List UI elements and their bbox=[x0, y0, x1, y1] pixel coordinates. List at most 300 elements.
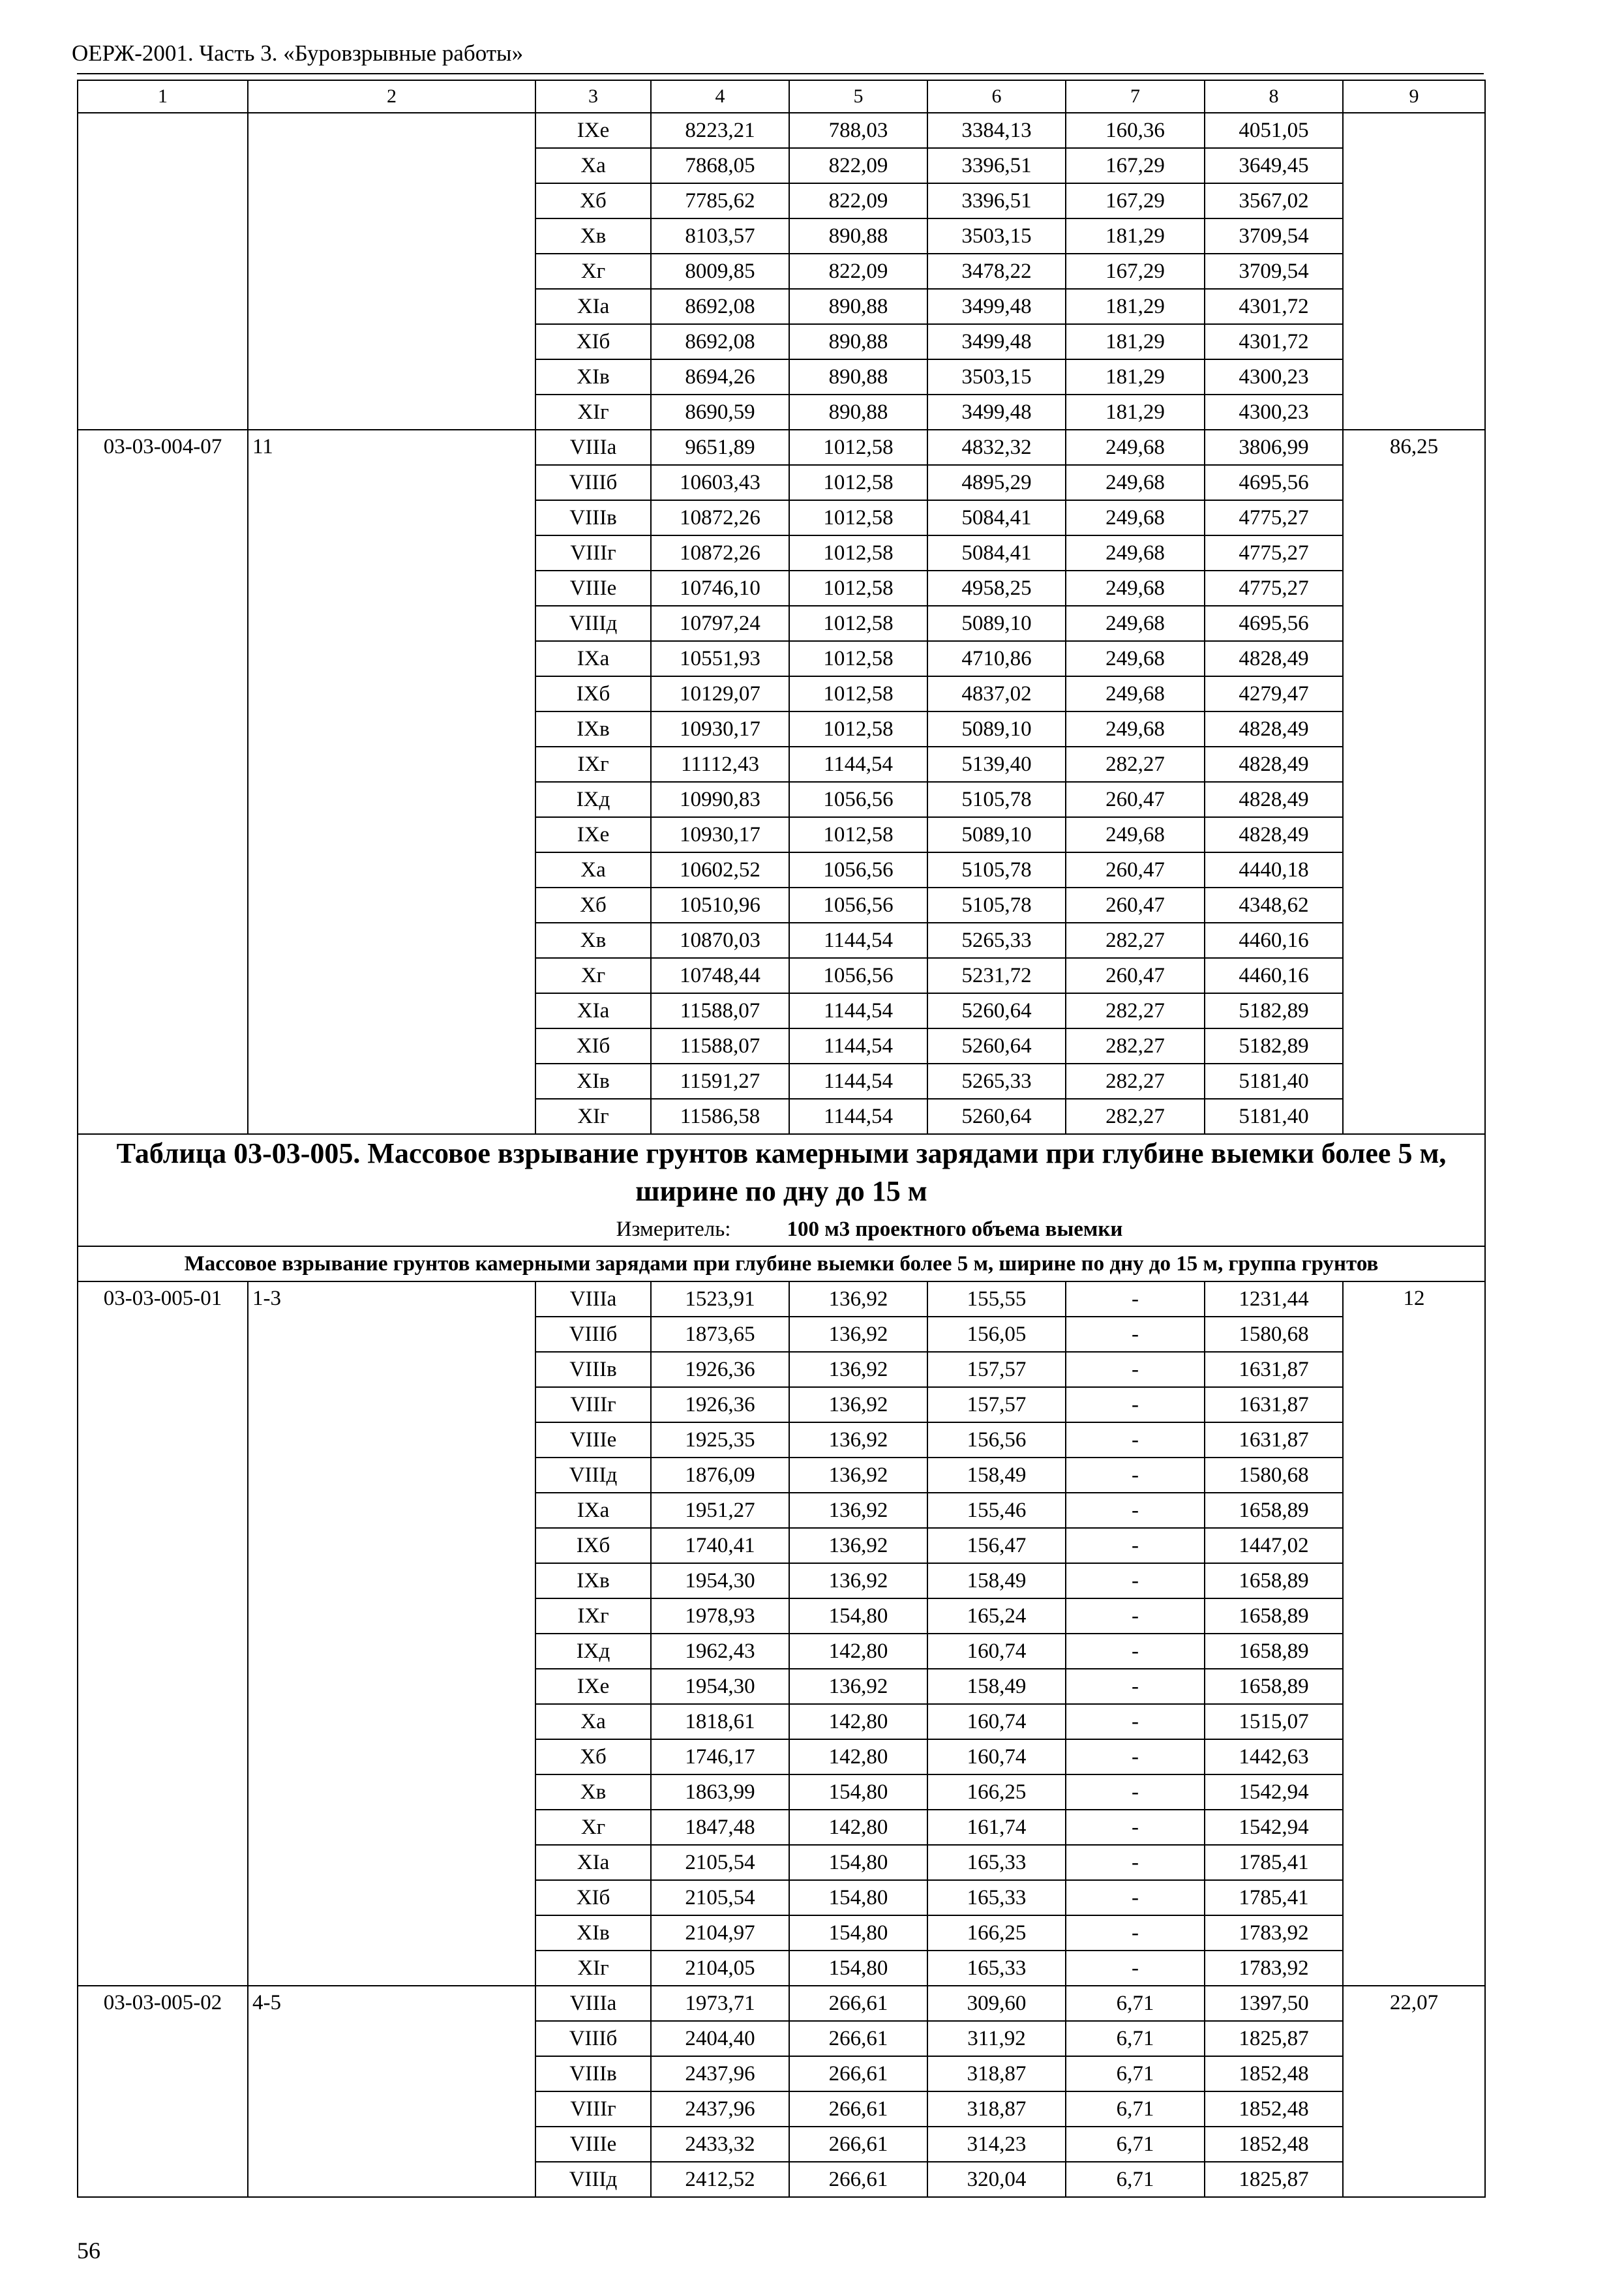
table-row bbox=[78, 430, 1485, 465]
value-cell: 1442,63 bbox=[1205, 1739, 1343, 1774]
value-cell: 4775,27 bbox=[1205, 500, 1343, 535]
value-cell: 5265,33 bbox=[927, 923, 1066, 958]
value-cell: 1012,58 bbox=[789, 500, 927, 535]
value-cell: 1926,36 bbox=[651, 1387, 789, 1422]
value-cell: 6,71 bbox=[1066, 2091, 1205, 2127]
value-cell: 1951,27 bbox=[651, 1493, 789, 1528]
value-cell: 318,87 bbox=[927, 2091, 1066, 2127]
value-cell: 1056,56 bbox=[789, 782, 927, 817]
value-cell: 260,47 bbox=[1066, 782, 1205, 817]
table-row bbox=[78, 113, 1485, 148]
value-cell: 160,74 bbox=[927, 1634, 1066, 1669]
value-cell: 1397,50 bbox=[1205, 1986, 1343, 2021]
value-cell: 3396,51 bbox=[927, 148, 1066, 183]
rock-category-cell: IXг bbox=[535, 1598, 651, 1634]
column-9-cell bbox=[1343, 113, 1485, 430]
value-cell: 1876,09 bbox=[651, 1458, 789, 1493]
value-cell: 822,09 bbox=[789, 183, 927, 218]
value-cell: 5260,64 bbox=[927, 1099, 1066, 1134]
value-cell: 136,92 bbox=[789, 1528, 927, 1563]
value-cell: - bbox=[1066, 1352, 1205, 1387]
value-cell: 8690,59 bbox=[651, 395, 789, 430]
rock-category-cell: VIIIе bbox=[535, 2127, 651, 2162]
value-cell: 165,33 bbox=[927, 1951, 1066, 1986]
value-cell: 249,68 bbox=[1066, 711, 1205, 747]
table-row bbox=[78, 1986, 1485, 2021]
value-cell: 2412,52 bbox=[651, 2162, 789, 2197]
value-cell: 165,33 bbox=[927, 1880, 1066, 1915]
value-cell: 3649,45 bbox=[1205, 148, 1343, 183]
value-cell: 181,29 bbox=[1066, 395, 1205, 430]
value-cell: 2437,96 bbox=[651, 2056, 789, 2091]
rock-category-cell: XIа bbox=[535, 1845, 651, 1880]
value-cell: 1873,65 bbox=[651, 1317, 789, 1352]
value-cell: 11112,43 bbox=[651, 747, 789, 782]
value-cell: 320,04 bbox=[927, 2162, 1066, 2197]
value-cell: 1056,56 bbox=[789, 852, 927, 888]
value-cell: 8223,21 bbox=[651, 113, 789, 148]
value-cell: 5084,41 bbox=[927, 535, 1066, 571]
value-cell: 156,47 bbox=[927, 1528, 1066, 1563]
value-cell: 136,92 bbox=[789, 1281, 927, 1317]
value-cell: 4348,62 bbox=[1205, 888, 1343, 923]
rock-category-cell: IXа bbox=[535, 641, 651, 676]
value-cell: - bbox=[1066, 1880, 1205, 1915]
value-cell: 2404,40 bbox=[651, 2021, 789, 2056]
rock-category-cell: VIIIе bbox=[535, 571, 651, 606]
rock-category-cell: XIв bbox=[535, 1915, 651, 1951]
value-cell: - bbox=[1066, 1704, 1205, 1739]
value-cell: 1658,89 bbox=[1205, 1669, 1343, 1704]
value-cell: 142,80 bbox=[789, 1739, 927, 1774]
value-cell: - bbox=[1066, 1528, 1205, 1563]
value-cell: 1631,87 bbox=[1205, 1352, 1343, 1387]
value-cell: 5181,40 bbox=[1205, 1064, 1343, 1099]
rock-category-cell: XIв bbox=[535, 1064, 651, 1099]
rock-category-cell: IXв bbox=[535, 711, 651, 747]
column-9-cell: 22,07 bbox=[1343, 1986, 1485, 2197]
value-cell: - bbox=[1066, 1915, 1205, 1951]
value-cell: 311,92 bbox=[927, 2021, 1066, 2056]
value-cell: 156,05 bbox=[927, 1317, 1066, 1352]
value-cell: 3567,02 bbox=[1205, 183, 1343, 218]
rates-table bbox=[77, 80, 1486, 2198]
value-cell: 1144,54 bbox=[789, 923, 927, 958]
value-cell: 1012,58 bbox=[789, 711, 927, 747]
value-cell: 2104,97 bbox=[651, 1915, 789, 1951]
rock-category-cell: Xг bbox=[535, 254, 651, 289]
table-005-heading bbox=[78, 1134, 1485, 1281]
value-cell: 1746,17 bbox=[651, 1739, 789, 1774]
value-cell: 249,68 bbox=[1066, 676, 1205, 711]
value-cell: 166,25 bbox=[927, 1915, 1066, 1951]
value-cell: 7785,62 bbox=[651, 183, 789, 218]
value-cell: 10872,26 bbox=[651, 535, 789, 571]
value-cell: 158,49 bbox=[927, 1458, 1066, 1493]
column-number: 5 bbox=[789, 80, 927, 113]
value-cell: 1852,48 bbox=[1205, 2091, 1343, 2127]
value-cell: 157,57 bbox=[927, 1387, 1066, 1422]
value-cell: 4895,29 bbox=[927, 465, 1066, 500]
value-cell: 1542,94 bbox=[1205, 1774, 1343, 1810]
rock-category-cell: VIIIе bbox=[535, 1422, 651, 1458]
value-cell: 4837,02 bbox=[927, 676, 1066, 711]
value-cell: 1978,93 bbox=[651, 1598, 789, 1634]
value-cell: - bbox=[1066, 1422, 1205, 1458]
value-cell: 5089,10 bbox=[927, 711, 1066, 747]
value-cell: 10990,83 bbox=[651, 782, 789, 817]
value-cell: 160,74 bbox=[927, 1739, 1066, 1774]
value-cell: 1580,68 bbox=[1205, 1317, 1343, 1352]
value-cell: 11586,58 bbox=[651, 1099, 789, 1134]
column-number: 9 bbox=[1343, 80, 1485, 113]
value-cell: 165,24 bbox=[927, 1598, 1066, 1634]
value-cell: 142,80 bbox=[789, 1704, 927, 1739]
value-cell: 260,47 bbox=[1066, 852, 1205, 888]
value-cell: 4695,56 bbox=[1205, 465, 1343, 500]
value-cell: 4775,27 bbox=[1205, 571, 1343, 606]
value-cell: 2105,54 bbox=[651, 1845, 789, 1880]
value-cell: 136,92 bbox=[789, 1458, 927, 1493]
value-cell: 166,25 bbox=[927, 1774, 1066, 1810]
value-cell: 10748,44 bbox=[651, 958, 789, 993]
rock-category-cell: VIIIв bbox=[535, 1352, 651, 1387]
rock-category-cell: VIIIа bbox=[535, 1986, 651, 2021]
value-cell: 11588,07 bbox=[651, 993, 789, 1028]
value-cell: 282,27 bbox=[1066, 1028, 1205, 1064]
rock-category-cell: Xг bbox=[535, 1810, 651, 1845]
value-cell: 4710,86 bbox=[927, 641, 1066, 676]
value-cell: 282,27 bbox=[1066, 747, 1205, 782]
value-cell: 249,68 bbox=[1066, 430, 1205, 465]
value-cell: 5181,40 bbox=[1205, 1099, 1343, 1134]
value-cell: 3499,48 bbox=[927, 289, 1066, 324]
value-cell: 249,68 bbox=[1066, 500, 1205, 535]
rock-category-cell: Xб bbox=[535, 183, 651, 218]
rock-category-cell: Xг bbox=[535, 958, 651, 993]
value-cell: 1863,99 bbox=[651, 1774, 789, 1810]
value-cell: 1954,30 bbox=[651, 1563, 789, 1598]
value-cell: 155,46 bbox=[927, 1493, 1066, 1528]
meter-label: Измеритель: bbox=[616, 1218, 731, 1241]
value-cell: 1231,44 bbox=[1205, 1281, 1343, 1317]
value-cell: 3499,48 bbox=[927, 324, 1066, 359]
value-cell: 155,55 bbox=[927, 1281, 1066, 1317]
rock-category-cell: IXб bbox=[535, 676, 651, 711]
value-cell: 3396,51 bbox=[927, 183, 1066, 218]
value-cell: 8009,85 bbox=[651, 254, 789, 289]
value-cell: 181,29 bbox=[1066, 289, 1205, 324]
value-cell: 8692,08 bbox=[651, 324, 789, 359]
rock-category-cell: VIIIв bbox=[535, 2056, 651, 2091]
value-cell: 161,74 bbox=[927, 1810, 1066, 1845]
rock-category-cell: Xв bbox=[535, 923, 651, 958]
value-cell: 890,88 bbox=[789, 218, 927, 254]
value-cell: 1012,58 bbox=[789, 430, 927, 465]
meter-line bbox=[82, 1213, 1481, 1246]
value-cell: 249,68 bbox=[1066, 571, 1205, 606]
table-005-title-cell bbox=[78, 1134, 1485, 1246]
value-cell: 1144,54 bbox=[789, 1028, 927, 1064]
rate-code-cell bbox=[78, 113, 248, 430]
value-cell: 1144,54 bbox=[789, 993, 927, 1028]
value-cell: 136,92 bbox=[789, 1493, 927, 1528]
value-cell: 1580,68 bbox=[1205, 1458, 1343, 1493]
value-cell: 822,09 bbox=[789, 254, 927, 289]
value-cell: 4828,49 bbox=[1205, 641, 1343, 676]
value-cell: 5139,40 bbox=[927, 747, 1066, 782]
value-cell: 4828,49 bbox=[1205, 747, 1343, 782]
value-cell: 1783,92 bbox=[1205, 1951, 1343, 1986]
value-cell: 282,27 bbox=[1066, 1099, 1205, 1134]
value-cell: 1012,58 bbox=[789, 465, 927, 500]
column-number: 6 bbox=[927, 80, 1066, 113]
value-cell: 1658,89 bbox=[1205, 1598, 1343, 1634]
rate-code-cell: 03-03-005-02 bbox=[78, 1986, 248, 2197]
value-cell: 142,80 bbox=[789, 1634, 927, 1669]
value-cell: 260,47 bbox=[1066, 958, 1205, 993]
value-cell: - bbox=[1066, 1387, 1205, 1422]
rock-category-cell: IXв bbox=[535, 1563, 651, 1598]
value-cell: 11588,07 bbox=[651, 1028, 789, 1064]
column-number-row bbox=[78, 80, 1485, 113]
value-cell: 1012,58 bbox=[789, 641, 927, 676]
rock-category-cell: VIIIг bbox=[535, 535, 651, 571]
rock-category-cell: IXа bbox=[535, 1493, 651, 1528]
value-cell: 2433,32 bbox=[651, 2127, 789, 2162]
value-cell: - bbox=[1066, 1739, 1205, 1774]
value-cell: 260,47 bbox=[1066, 888, 1205, 923]
value-cell: 6,71 bbox=[1066, 2127, 1205, 2162]
rock-category-cell: XIа bbox=[535, 993, 651, 1028]
rock-category-cell: VIIIд bbox=[535, 2162, 651, 2197]
rock-category-cell: XIг bbox=[535, 395, 651, 430]
value-cell: - bbox=[1066, 1281, 1205, 1317]
value-cell: 822,09 bbox=[789, 148, 927, 183]
value-cell: 167,29 bbox=[1066, 183, 1205, 218]
rock-category-cell: XIв bbox=[535, 359, 651, 395]
value-cell: 11591,27 bbox=[651, 1064, 789, 1099]
value-cell: 158,49 bbox=[927, 1669, 1066, 1704]
value-cell: 1740,41 bbox=[651, 1528, 789, 1563]
value-cell: 282,27 bbox=[1066, 923, 1205, 958]
column-9-cell: 12 bbox=[1343, 1281, 1485, 1986]
value-cell: 142,80 bbox=[789, 1810, 927, 1845]
value-cell: 10930,17 bbox=[651, 817, 789, 852]
value-cell: - bbox=[1066, 1669, 1205, 1704]
value-cell: 266,61 bbox=[789, 2056, 927, 2091]
rock-category-cell: Xв bbox=[535, 1774, 651, 1810]
value-cell: 10746,10 bbox=[651, 571, 789, 606]
value-cell: 4300,23 bbox=[1205, 359, 1343, 395]
value-cell: 5260,64 bbox=[927, 993, 1066, 1028]
value-cell: 5182,89 bbox=[1205, 1028, 1343, 1064]
value-cell: 1523,91 bbox=[651, 1281, 789, 1317]
value-cell: 10551,93 bbox=[651, 641, 789, 676]
running-header: ОЕРЖ-2001. Часть 3. «Буровзрывные работы» bbox=[72, 40, 524, 66]
value-cell: 1825,87 bbox=[1205, 2021, 1343, 2056]
column-number: 1 bbox=[78, 80, 248, 113]
rock-category-cell: Xа bbox=[535, 1704, 651, 1739]
value-cell: - bbox=[1066, 1458, 1205, 1493]
value-cell: 1954,30 bbox=[651, 1669, 789, 1704]
rock-category-cell: VIIIд bbox=[535, 606, 651, 641]
value-cell: 157,57 bbox=[927, 1352, 1066, 1387]
value-cell: 154,80 bbox=[789, 1951, 927, 1986]
rock-category-cell: Xв bbox=[535, 218, 651, 254]
value-cell: - bbox=[1066, 1563, 1205, 1598]
value-cell: 266,61 bbox=[789, 2091, 927, 2127]
column-9-cell: 86,25 bbox=[1343, 430, 1485, 1134]
value-cell: 4695,56 bbox=[1205, 606, 1343, 641]
table-row bbox=[78, 1281, 1485, 1317]
table-part-1 bbox=[78, 80, 1485, 1134]
rock-category-cell: VIIIд bbox=[535, 1458, 651, 1493]
value-cell: 1852,48 bbox=[1205, 2127, 1343, 2162]
value-cell: 4051,05 bbox=[1205, 113, 1343, 148]
value-cell: 181,29 bbox=[1066, 324, 1205, 359]
value-cell: 165,33 bbox=[927, 1845, 1066, 1880]
value-cell: 10129,07 bbox=[651, 676, 789, 711]
value-cell: 154,80 bbox=[789, 1880, 927, 1915]
value-cell: 282,27 bbox=[1066, 993, 1205, 1028]
rock-category-cell: XIг bbox=[535, 1099, 651, 1134]
rock-category-cell: IXд bbox=[535, 782, 651, 817]
rock-category-cell: VIIIг bbox=[535, 1387, 651, 1422]
table-part-2 bbox=[78, 1281, 1485, 2197]
rate-code-cell: 03-03-005-01 bbox=[78, 1281, 248, 1986]
value-cell: 5089,10 bbox=[927, 606, 1066, 641]
value-cell: 10602,52 bbox=[651, 852, 789, 888]
value-cell: 1012,58 bbox=[789, 571, 927, 606]
rock-category-cell: VIIIб bbox=[535, 465, 651, 500]
value-cell: - bbox=[1066, 1810, 1205, 1845]
value-cell: 10797,24 bbox=[651, 606, 789, 641]
value-cell: 5089,10 bbox=[927, 817, 1066, 852]
rock-category-cell: VIIIа bbox=[535, 1281, 651, 1317]
rock-category-cell: IXг bbox=[535, 747, 651, 782]
value-cell: 5182,89 bbox=[1205, 993, 1343, 1028]
value-cell: 6,71 bbox=[1066, 2021, 1205, 2056]
value-cell: 7868,05 bbox=[651, 148, 789, 183]
value-cell: 266,61 bbox=[789, 2162, 927, 2197]
value-cell: 10870,03 bbox=[651, 923, 789, 958]
value-cell: 2437,96 bbox=[651, 2091, 789, 2127]
value-cell: 4775,27 bbox=[1205, 535, 1343, 571]
value-cell: 3503,15 bbox=[927, 218, 1066, 254]
rock-category-cell: VIIIб bbox=[535, 2021, 651, 2056]
value-cell: 154,80 bbox=[789, 1774, 927, 1810]
value-cell: 4301,72 bbox=[1205, 324, 1343, 359]
value-cell: 1631,87 bbox=[1205, 1387, 1343, 1422]
rock-category-cell: VIIIб bbox=[535, 1317, 651, 1352]
rock-category-cell: XIб bbox=[535, 324, 651, 359]
value-cell: 1925,35 bbox=[651, 1422, 789, 1458]
rock-category-cell: VIIIг bbox=[535, 2091, 651, 2127]
value-cell: 4828,49 bbox=[1205, 711, 1343, 747]
value-cell: 1447,02 bbox=[1205, 1528, 1343, 1563]
value-cell: 890,88 bbox=[789, 324, 927, 359]
value-cell: 1012,58 bbox=[789, 606, 927, 641]
value-cell: - bbox=[1066, 1317, 1205, 1352]
value-cell: 266,61 bbox=[789, 1986, 927, 2021]
value-cell: 181,29 bbox=[1066, 359, 1205, 395]
value-cell: 1926,36 bbox=[651, 1352, 789, 1387]
rock-category-cell: Xб bbox=[535, 1739, 651, 1774]
value-cell: 1144,54 bbox=[789, 747, 927, 782]
value-cell: 314,23 bbox=[927, 2127, 1066, 2162]
meter-value: 100 м3 проектного объема выемки bbox=[787, 1218, 1123, 1241]
soil-group-cell: 11 bbox=[248, 430, 535, 1134]
value-cell: 8692,08 bbox=[651, 289, 789, 324]
column-number: 3 bbox=[535, 80, 651, 113]
value-cell: 282,27 bbox=[1066, 1064, 1205, 1099]
soil-group-cell: 1-3 bbox=[248, 1281, 535, 1986]
value-cell: 249,68 bbox=[1066, 535, 1205, 571]
rock-category-cell: Xа bbox=[535, 148, 651, 183]
value-cell: - bbox=[1066, 1634, 1205, 1669]
value-cell: 136,92 bbox=[789, 1317, 927, 1352]
value-cell: 154,80 bbox=[789, 1845, 927, 1880]
value-cell: 1515,07 bbox=[1205, 1704, 1343, 1739]
rock-category-cell: Xб bbox=[535, 888, 651, 923]
value-cell: 1658,89 bbox=[1205, 1563, 1343, 1598]
value-cell: 266,61 bbox=[789, 2127, 927, 2162]
page-number: 56 bbox=[77, 2237, 100, 2264]
value-cell: 1542,94 bbox=[1205, 1810, 1343, 1845]
value-cell: 6,71 bbox=[1066, 2162, 1205, 2197]
value-cell: 5231,72 bbox=[927, 958, 1066, 993]
value-cell: 1825,87 bbox=[1205, 2162, 1343, 2197]
value-cell: 890,88 bbox=[789, 289, 927, 324]
value-cell: 154,80 bbox=[789, 1915, 927, 1951]
value-cell: 154,80 bbox=[789, 1598, 927, 1634]
value-cell: 6,71 bbox=[1066, 2056, 1205, 2091]
value-cell: 6,71 bbox=[1066, 1986, 1205, 2021]
rock-category-cell: XIа bbox=[535, 289, 651, 324]
value-cell: 890,88 bbox=[789, 395, 927, 430]
value-cell: 1012,58 bbox=[789, 676, 927, 711]
value-cell: 2104,05 bbox=[651, 1951, 789, 1986]
value-cell: 5105,78 bbox=[927, 888, 1066, 923]
value-cell: 3499,48 bbox=[927, 395, 1066, 430]
value-cell: 2105,54 bbox=[651, 1880, 789, 1915]
value-cell: 1962,43 bbox=[651, 1634, 789, 1669]
value-cell: 1785,41 bbox=[1205, 1845, 1343, 1880]
rock-category-cell: XIб bbox=[535, 1880, 651, 1915]
value-cell: 8694,26 bbox=[651, 359, 789, 395]
value-cell: 249,68 bbox=[1066, 606, 1205, 641]
value-cell: 136,92 bbox=[789, 1669, 927, 1704]
value-cell: 136,92 bbox=[789, 1422, 927, 1458]
value-cell: 4828,49 bbox=[1205, 817, 1343, 852]
soil-group-cell bbox=[248, 113, 535, 430]
value-cell: 266,61 bbox=[789, 2021, 927, 2056]
value-cell: 788,03 bbox=[789, 113, 927, 148]
column-number: 4 bbox=[651, 80, 789, 113]
rock-category-cell: XIг bbox=[535, 1951, 651, 1986]
value-cell: 160,36 bbox=[1066, 113, 1205, 148]
value-cell: 3709,54 bbox=[1205, 218, 1343, 254]
value-cell: 1818,61 bbox=[651, 1704, 789, 1739]
value-cell: 136,92 bbox=[789, 1563, 927, 1598]
value-cell: 1847,48 bbox=[651, 1810, 789, 1845]
value-cell: 167,29 bbox=[1066, 148, 1205, 183]
value-cell: 1785,41 bbox=[1205, 1880, 1343, 1915]
value-cell: 9651,89 bbox=[651, 430, 789, 465]
rock-category-cell: IXе bbox=[535, 817, 651, 852]
value-cell: 8103,57 bbox=[651, 218, 789, 254]
